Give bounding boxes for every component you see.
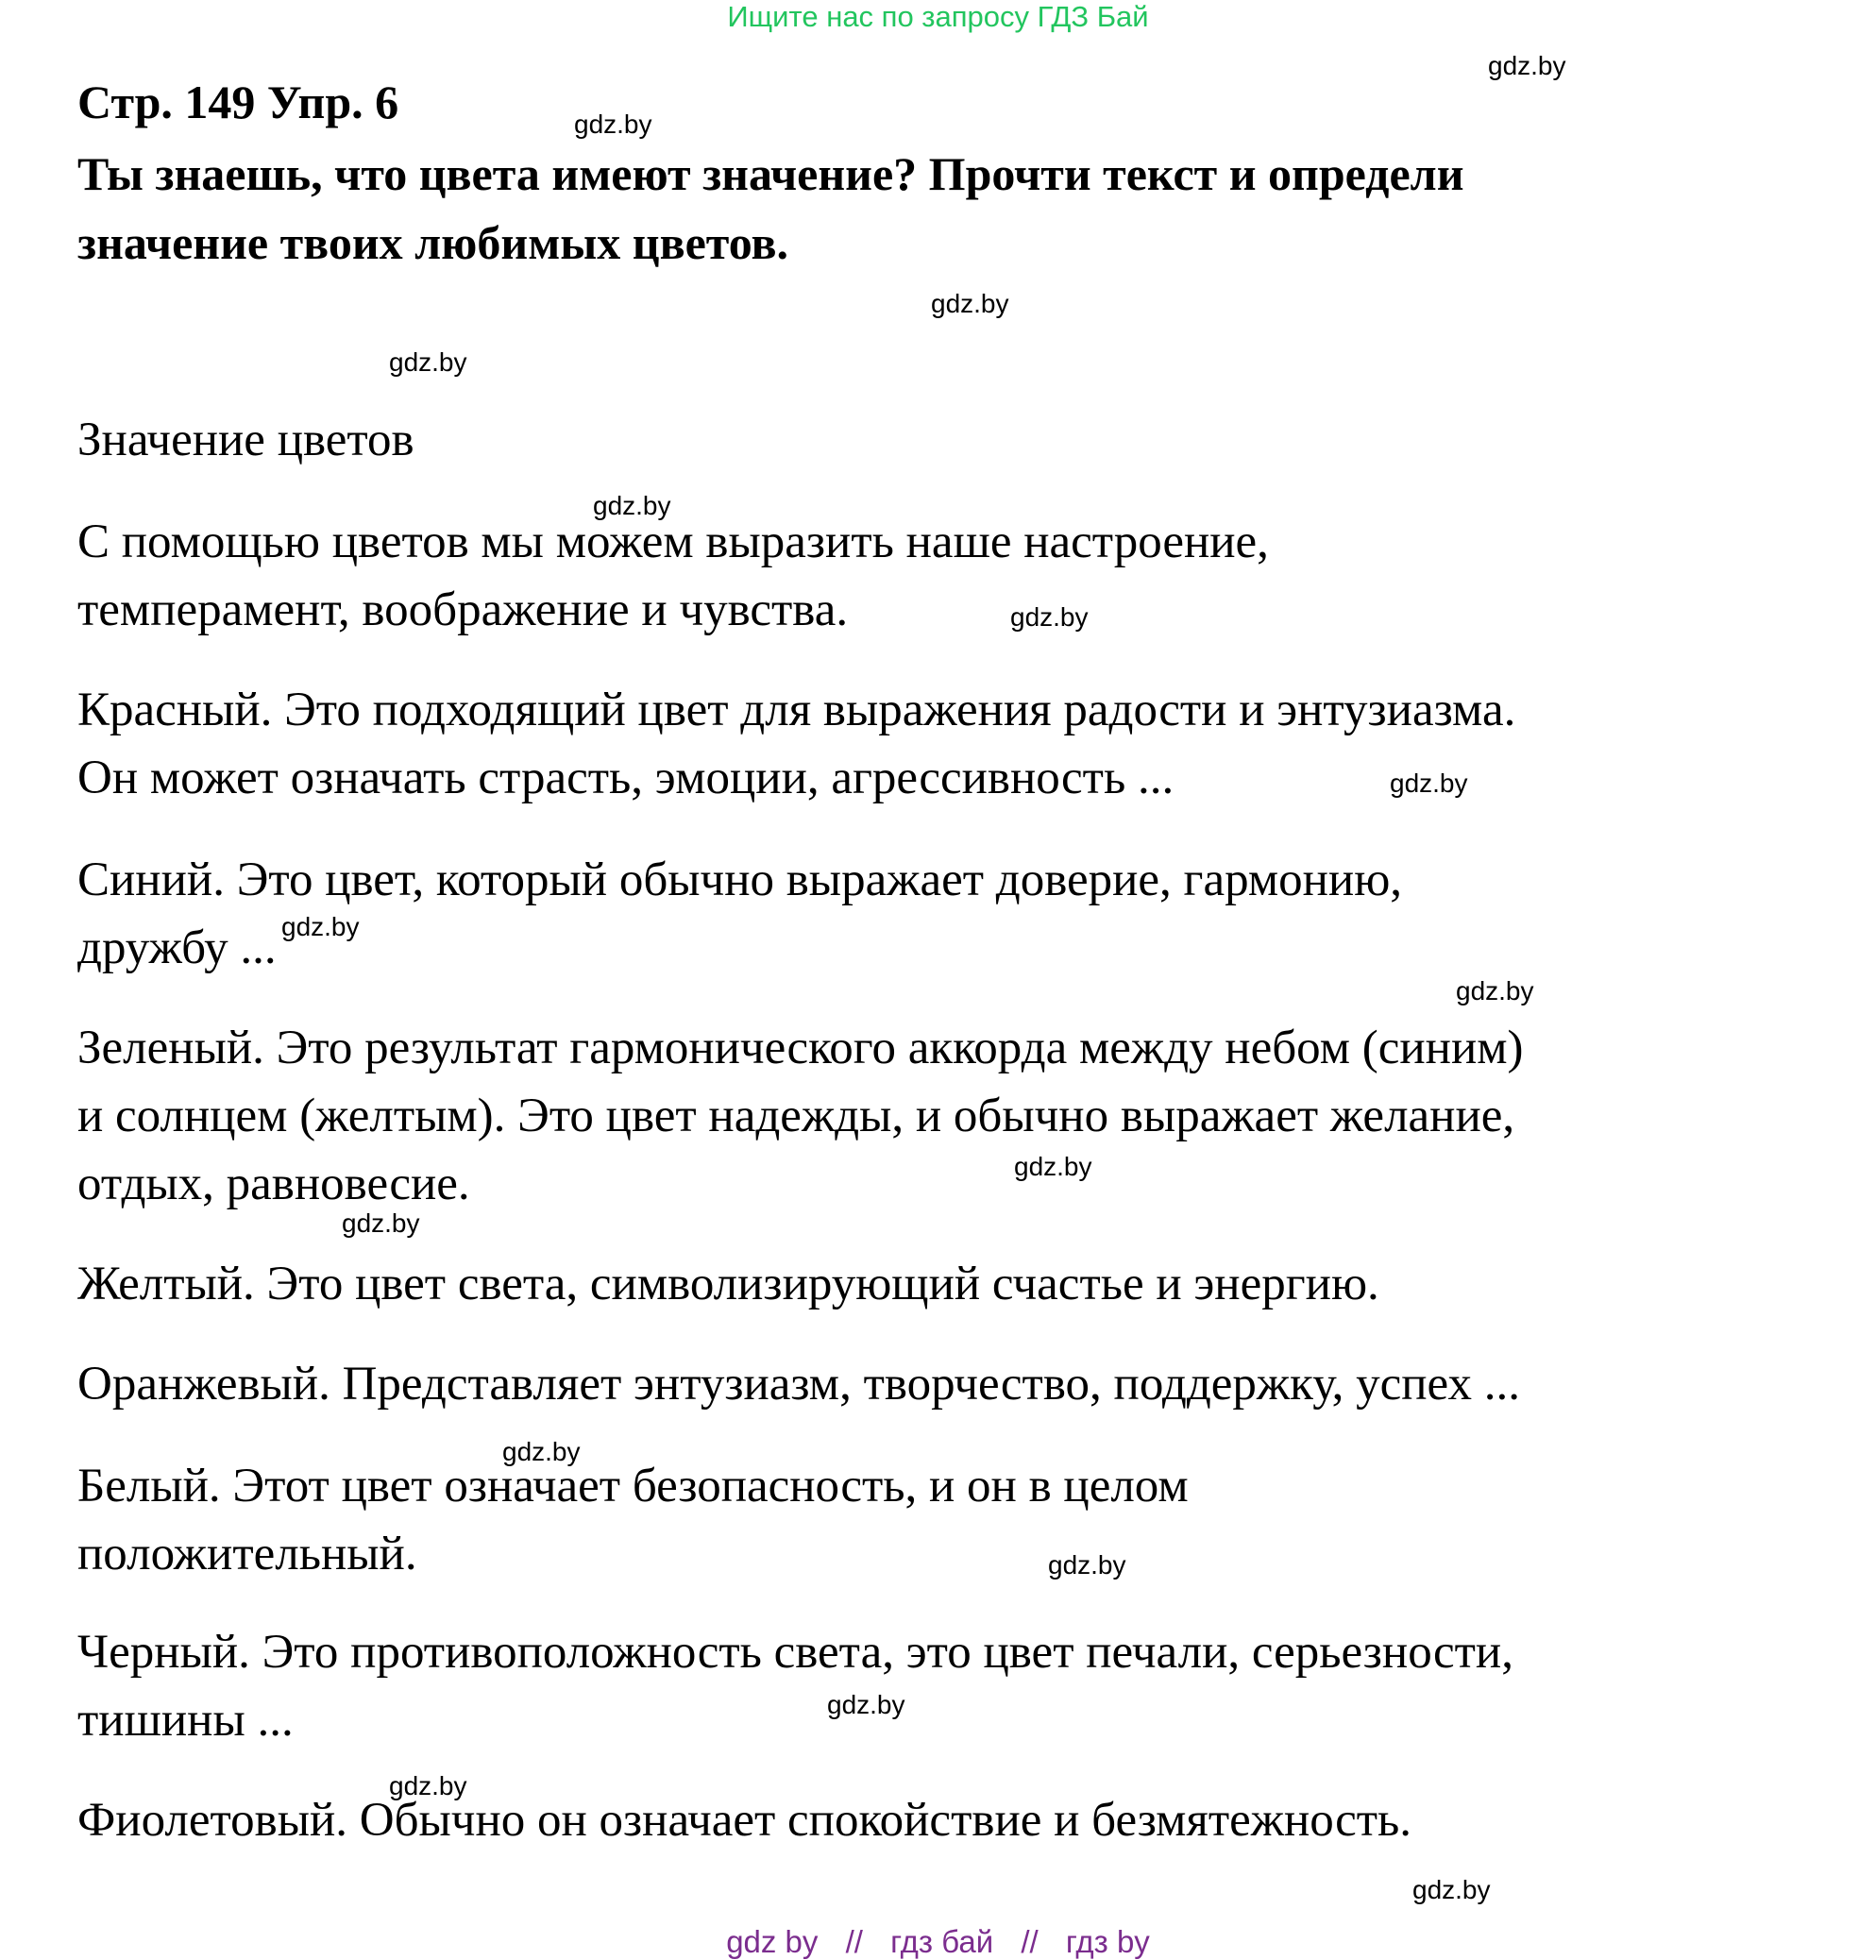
question-line: значение твоих любимых цветов.: [77, 216, 788, 269]
text-line: Белый. Этот цвет означает безопасность, и он в целом: [77, 1460, 1189, 1512]
exercise-title: Стр. 149 Упр. 6: [77, 76, 399, 128]
paragraph-red: [77, 676, 1515, 812]
paragraph-green: [77, 1014, 1524, 1218]
top-banner: Ищите нас по запросу ГДЗ Бай: [727, 0, 1149, 33]
footer-link-gdz-by-cyr[interactable]: гдз by: [1065, 1924, 1150, 1959]
text-line: дружбу ...: [77, 921, 277, 974]
text-line: положительный.: [77, 1528, 417, 1580]
watermark: gdz.by: [1412, 1875, 1491, 1904]
paragraph-intro: [77, 508, 1269, 644]
paragraph-orange: [77, 1350, 1520, 1418]
text-line: Фиолетовый. Обычно он означает спокойствие и безмятежность.: [77, 1794, 1412, 1847]
watermark: gdz.by: [389, 347, 467, 377]
text-line: темперамент, воображение и чувства.: [77, 583, 849, 636]
text-line: отдых, равновесие.: [77, 1157, 470, 1210]
section-heading: Значение цветов: [77, 414, 414, 466]
watermark: gdz.by: [502, 1437, 581, 1466]
watermark: gdz.by: [1390, 769, 1468, 798]
watermark: gdz.by: [1014, 1152, 1092, 1181]
footer-links: [0, 1924, 1876, 1960]
paragraph-violet: [77, 1786, 1411, 1854]
watermark: gdz.by: [281, 912, 360, 941]
text-line: С помощью цветов мы можем выразить наше настроение,: [77, 515, 1269, 568]
text-line: Красный. Это подходящий цвет для выражения радости и энтузиазма.: [77, 684, 1516, 736]
watermark: gdz.by: [1488, 51, 1566, 80]
footer-link-gdz-by[interactable]: gdz by: [726, 1924, 819, 1959]
paragraph-blue: [77, 846, 1402, 982]
watermark: gdz.by: [1048, 1550, 1126, 1580]
watermark: gdz.by: [1456, 976, 1534, 1005]
watermark: gdz.by: [1010, 602, 1089, 632]
watermark: gdz.by: [931, 289, 1009, 318]
paragraph-white: [77, 1452, 1189, 1588]
watermark: gdz.by: [827, 1690, 905, 1719]
paragraph-yellow: [77, 1250, 1379, 1318]
paragraph-black: [77, 1618, 1513, 1754]
text-line: Оранжевый. Представляет энтузиазм, творчество, поддержку, успех ...: [77, 1358, 1520, 1411]
watermark: gdz.by: [389, 1771, 467, 1800]
text-line: тишины ...: [77, 1694, 294, 1747]
watermark: gdz.by: [593, 491, 671, 520]
text-line: и солнцем (желтым). Это цвет надежды, и обычно выражает желание,: [77, 1090, 1515, 1142]
text-line: Синий. Это цвет, который обычно выражает доверие, гармонию,: [77, 853, 1403, 906]
footer-link-gdz-bai[interactable]: гдз бай: [890, 1924, 994, 1959]
footer-separator: //: [1021, 1924, 1039, 1959]
text-line: Черный. Это противоположность света, это цвет печали, серьезности,: [77, 1626, 1513, 1679]
watermark: gdz.by: [342, 1208, 420, 1238]
exercise-question: [77, 140, 1464, 278]
text-line: Зеленый. Это результат гармонического аккорда между небом (синим): [77, 1022, 1524, 1074]
question-line: Ты знаешь, что цвета имеют значение? Прочти текст и определи: [77, 147, 1464, 200]
watermark: gdz.by: [574, 110, 652, 139]
footer-separator: //: [845, 1924, 863, 1959]
text-line: Желтый. Это цвет света, символизирующий счастье и энергию.: [77, 1258, 1379, 1310]
text-line: Он может означать страсть, эмоции, агрессивность ...: [77, 752, 1175, 804]
